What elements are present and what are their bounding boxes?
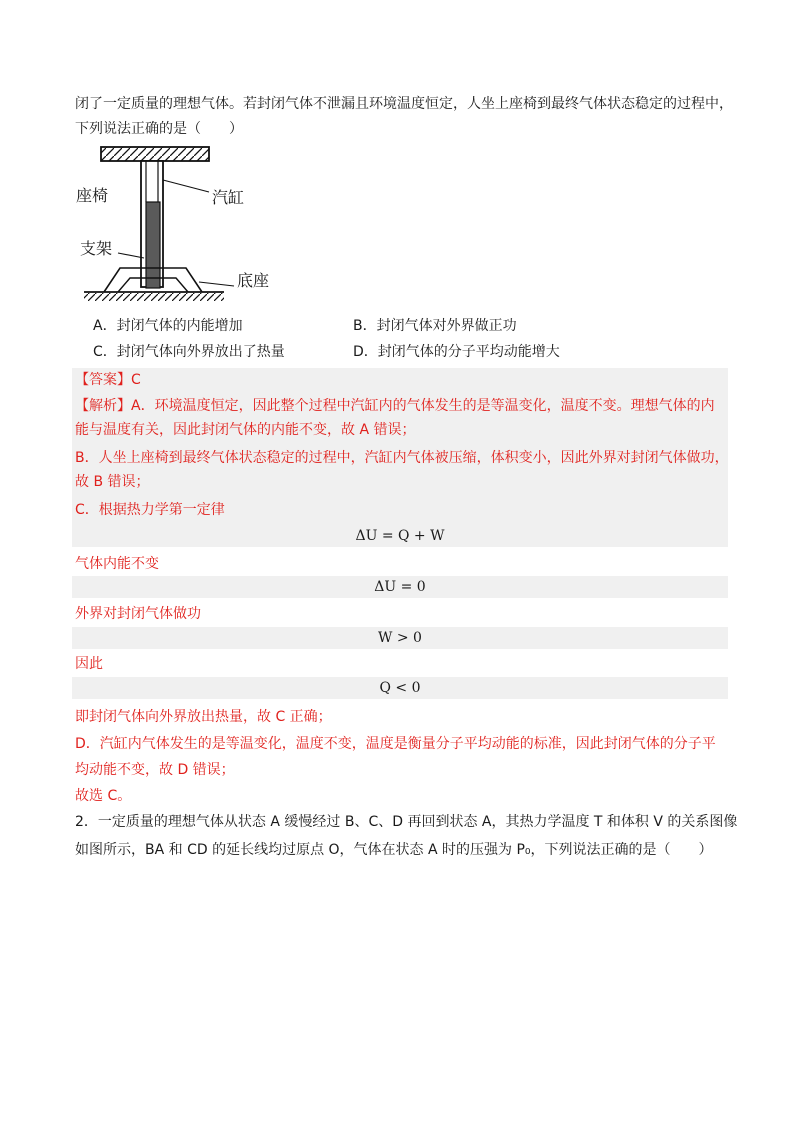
analysis-d-line1: D．汽缸内气体发生的是等温变化，温度不变，温度是衡量分子平均动能的标准，因此封闭气体的分子平 [75,736,716,752]
seat-plate [101,147,209,161]
formula-work: W > 0 [378,630,422,646]
text-therefore: 因此 [75,656,103,672]
analysis-head: 【解析】 [75,398,131,414]
option-c: C．封闭气体向外界放出了热量 [93,344,285,360]
seat-diagram [74,140,294,310]
support-rod [146,202,160,288]
option-b: B．封闭气体对外界做正功 [353,318,517,334]
text-work: 外界对封闭气体做功 [75,606,201,622]
formula-delta-u: ΔU = 0 [374,579,426,595]
q1-stem-line1: 闭了一定质量的理想气体。若封闭气体不泄漏且环境温度恒定，人坐上座椅到最终气体状态稳定的过程中， [75,96,733,112]
q1-stem-line2: 下列说法正确的是（ ） [75,121,243,137]
analysis-a-line2: 能与温度有关，因此封闭气体的内能不变，故 A 错误； [75,422,416,438]
analysis-a-text: A．环境温度恒定，因此整个过程中汽缸内的气体发生的是等温变化，温度不变。理想气体的内 [131,398,715,414]
final-answer: 故选 C。 [75,788,132,804]
label-seat: 座椅 [76,186,109,205]
formula-heat: Q < 0 [379,680,421,696]
option-a: A．封闭气体的内能增加 [93,318,243,334]
analysis-c-line1: C．根据热力学第一定律 [75,502,225,518]
q2-line2: 如图所示，BA 和 CD 的延长线均过原点 O，气体在状态 A 时的压强为 P₀，下列说法正确的是（ ） [75,842,713,858]
analysis-b-line1: B．人坐上座椅到最终气体状态稳定的过程中，汽缸内气体被压缩，体积变小，因此外界对封闭气体做功， [75,450,729,466]
answer-line: 【答案】C [75,372,141,388]
text-internal-energy: 气体内能不变 [75,556,159,572]
label-cylinder: 汽缸 [212,188,245,207]
label-support: 支架 [80,239,113,258]
analysis-a-line1 [75,396,715,416]
q2-line1: 2．一定质量的理想气体从状态 A 缓慢经过 B、C、D 再回到状态 A，其热力学温度 T 和体积 V 的关系图像 [75,814,738,830]
label-base: 底座 [237,271,270,290]
option-d: D．封闭气体的分子平均动能增大 [353,344,560,360]
analysis-d-line2: 均动能不变，故 D 错误； [75,762,235,778]
c-conclusion: 即封闭气体向外界放出热量，故 C 正确； [75,709,332,725]
formula-first-law: ΔU = Q + W [355,528,445,544]
analysis-b-line2: 故 B 错误； [75,474,150,490]
